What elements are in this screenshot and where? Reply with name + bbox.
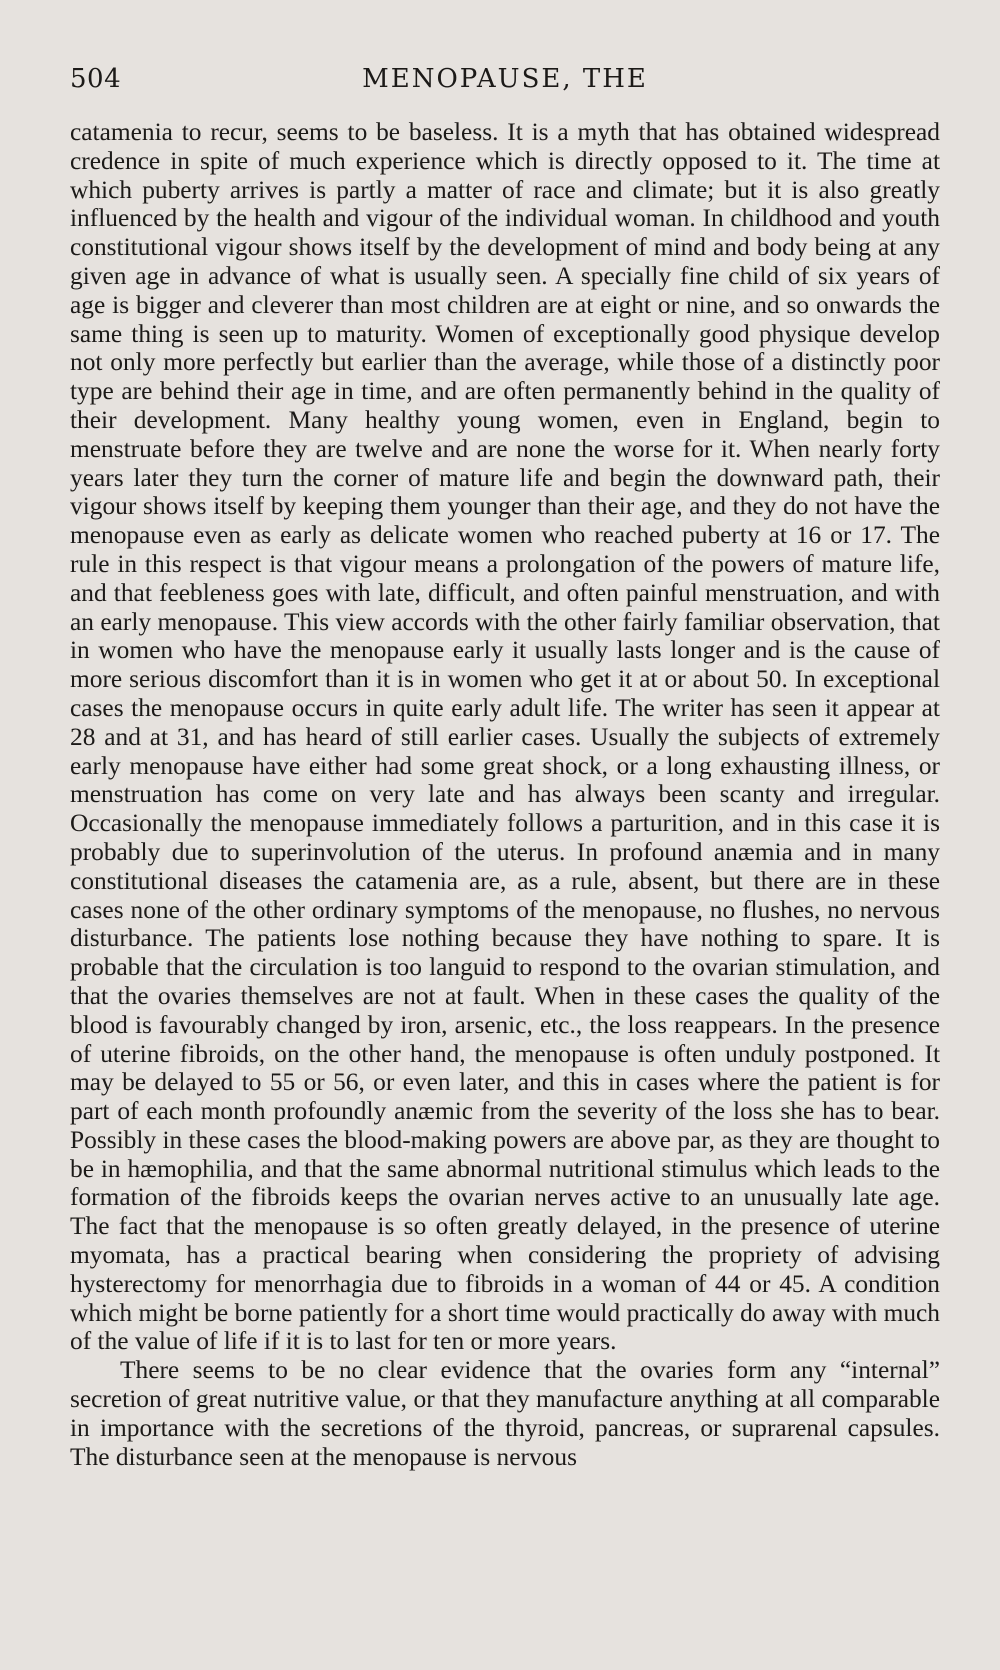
paragraph-internal-secretion: There seems to be no clear evidence that the ovaries form any “internal” secretion of great nutritive value, or that they manufacture anything at all comparable in importance with the secretions of the thyroid, pancreas, or suprarenal capsules. The disturbance seen at the menopause is nervous bbox=[70, 1356, 940, 1471]
page-number: 504 bbox=[70, 64, 122, 94]
paragraph-continued: catamenia to recur, seems to be baseless. It is a myth that has obtained widespread credence in spite of much experience which is directly opposed to it. The time at which puberty arrives is partly a matter of race and climate; but it is also greatly influenced by the health and vigour of the individual woman. In childhood and youth constitutional vigour shows itself by the development of mind and body being at any given age in advance of what is usually seen. A specially fine child of six years of age is bigger and cleverer than most children are at eight or nine, and so onwards the same thing is seen up to maturity. Women of exceptionally good physique develop not only more perfectly but earlier than the average, while those of a distinctly poor type are behind their age in time, and are often permanently behind in the quality of their development. Many healthy young women, even in England, begin to menstruate before they are twelve and are none the worse for it. When nearly forty years later they turn the corner of mature life and begin the downward path, their vigour shows itself by keeping them younger than their age, and they do not have the menopause even as early as delicate women who reached puberty at 16 or 17. The rule in this respect is that vigour means a prolongation of the powers of mature life, and that feebleness goes with late, difficult, and often painful menstruation, and with an early menopause. This view accords with the other fairly familiar observation, that in women who have the menopause early it usually lasts longer and is the cause of more serious discomfort than it is in women who get it at or about 50. In exceptional cases the menopause occurs in quite early adult life. The writer has seen it appear at 28 and at 31, and has heard of still earlier cases. Usually the subjects of extremely early menopause have either had some great shock, or a long exhausting illness, or menstruation has come on very late and has always been scanty and irregular. Occasionally the menopause immediately follows a parturition, and in this case it is probably due to superinvolution of the uterus. In profound anæmia and in many constitutional diseases the catamenia are, as a rule, absent, but there are in these cases none of the other ordinary symptoms of the menopause, no flushes, no nervous disturbance. The patients lose nothing because they have nothing to spare. It is probable that the circulation is too languid to respond to the ovarian stimulation, and that the ovaries themselves are not at fault. When in these cases the quality of the blood is favourably changed by iron, arsenic, etc., the loss reappears. In the presence of uterine fibroids, on the other hand, the menopause is often unduly postponed. It may be delayed to 55 or 56, or even later, and this in cases where the patient is for part of each month profoundly anæmic from the severity of the loss she has to bear. Possibly in these cases the blood-making powers are above par, as they are thought to be in hæmophilia, and that the same abnormal nutritional stimulus which leads to the formation of the fibroids keeps the ovarian nerves active to an unusually late age. The fact that the menopause is so often greatly delayed, in the presence of uterine myomata, has a practical bearing when considering the propriety of advising hysterectomy for menorrhagia due to fibroids in a woman of 44 or 45. A condition which might be borne patiently for a short time would practically do away with much of the value of life if it is to last for ten or more years. bbox=[70, 118, 940, 1356]
page-header bbox=[70, 64, 940, 98]
running-title: MENOPAUSE, THE bbox=[362, 64, 648, 94]
body-text bbox=[70, 118, 940, 1471]
